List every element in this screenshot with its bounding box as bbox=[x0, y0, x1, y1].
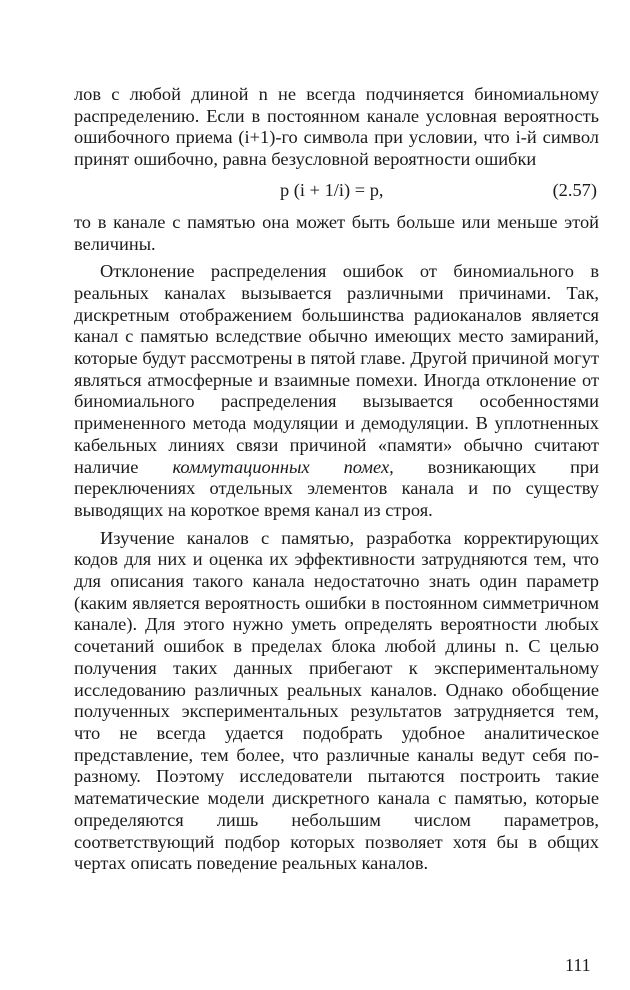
equation-number: (2.57) bbox=[552, 179, 597, 200]
equation-2-57 bbox=[74, 180, 599, 202]
page-body bbox=[74, 84, 599, 875]
paragraph-continuation: лов с любой длиной n не всегда подчиняется биномиальному распределению. Если в постоянном канале условная вероятность ошибочного приема (i+1)-го символа при условии, что i-й символ принят ошибочно, равна безусловной вероятности ошибки bbox=[74, 84, 599, 170]
paragraph-error-deviation bbox=[74, 261, 599, 521]
paragraph-error-deviation-text-1: Отклонение распределения ошибок от биномиального в реальных каналах вызывается различными причинами. Так, дискретным отображением большинства радиоканалов является канал с памятью вследствие обычно имеющих место замираний, которые будут рассмотрены в пятой главе. Другой причиной могут являться атмосферные и взаимные помехи. Иногда отклонение от биномиального распределения вызывается особенностями примененного метода модуляции и демодуляции. В уплотненных кабельных линиях связи причиной «памяти» обычно считают наличие bbox=[74, 261, 599, 477]
equation-expression: p (i + 1/i) = p, bbox=[280, 179, 384, 200]
paragraph-memory-channels-study: Изучение каналов с памятью, разработка корректирующих кодов для них и оценка их эффективности затрудняются тем, что для описания такого канала недостаточно знать один параметр (каким является вероятность ошибки в постоянном симметричном канале). Для этого нужно уметь определять вероятности любых сочетаний ошибок в пределах блока любой длины n. С целью получения таких данных прибегают к экспериментальному исследованию различных реальных каналов. Однако обобщение полученных экспериментальных результатов затрудняется тем, что не всегда удается подобрать удобное аналитическое представление, тем более, что различные каналы ведут себя по-разному. Поэтому исследователи пытаются построить такие математические модели дискретного канала с памятью, которые определяются лишь небольшим числом параметров, соответствующий подбор которых позволяет хотя бы в общих чертах описать поведение реальных каналов. bbox=[74, 527, 599, 874]
paragraph-error-deviation-text-2: возникающих при переключениях отдельных элементов канала и по существу выводящих на короткое время канал из строя. bbox=[74, 456, 599, 520]
page-number: 111 bbox=[565, 955, 591, 975]
paragraph-channel-memory: то в канале с памятью она может быть больше или меньше этой величины. bbox=[74, 211, 599, 254]
paragraph-error-deviation-emphasis: коммутационных помех, bbox=[172, 456, 394, 477]
